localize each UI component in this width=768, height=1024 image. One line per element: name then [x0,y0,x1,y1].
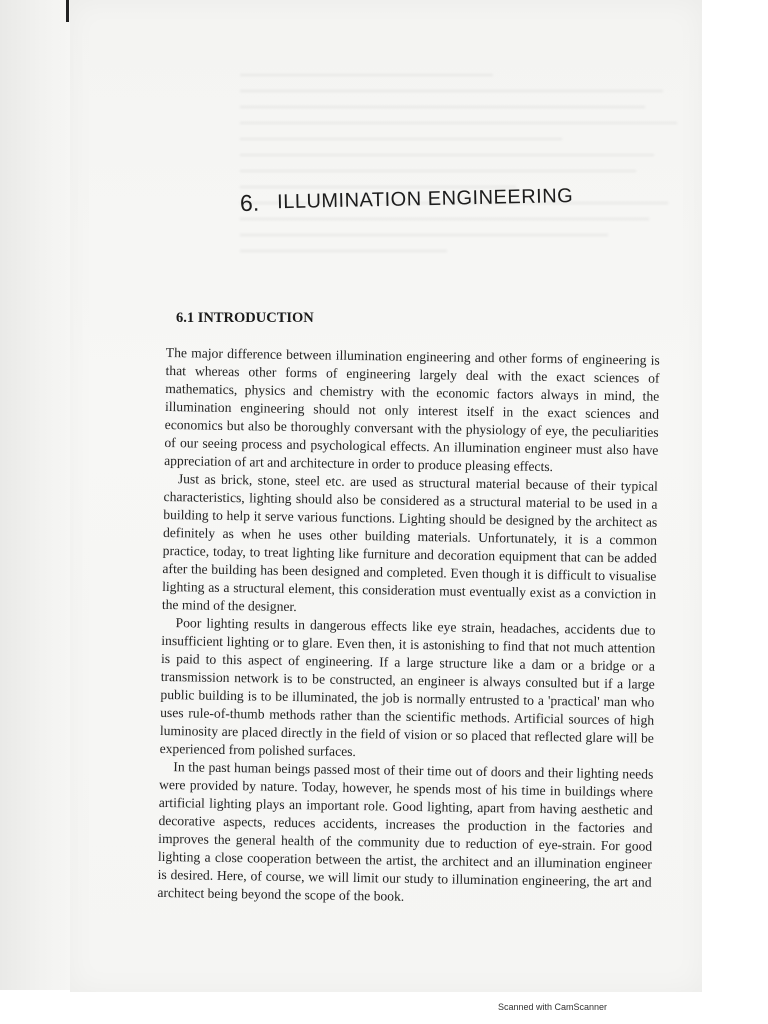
scan-background-edge [0,0,70,990]
scan-edge-mark [66,0,69,22]
paragraph-2: Just as brick, stone, steel etc. are used as structural material because of their typical characteristics, lighting should also be considered as a structural material to be used in a building to help it serve various functions. Lighting should be designed by the architect as definitely as when he uses other building materials. Unfortunately, it is a common practice, today, to treat lighting like furniture and decoration equipment that can be added after the building has been designed and completed. Even though it is difficult to visualise lighting as a structural element, this consideration must eventually exist as a conviction in the mind of the designer. [161,471,658,615]
section-heading: 6.1 INTRODUCTION [176,310,314,326]
paragraph-3: Poor lighting results in dangerous effects like eye strain, headaches, accidents due to insufficient lighting or to glare. Even then, it is astonishing to find that not much attention is paid to this aspect of engineering. If a large structure like a dam or a bridge or a transmission network is to be constructed, an engineer is always consulted but if a large public building is to be illuminated, the job is normally entrusted to a 'practical' man who uses rule-of-thumb methods rather than the scientific methods. Artificial sources of high luminosity are placed directly in the field of vision or so placed that reflected glare will be experienced from polished surfaces. [159,615,656,760]
chapter-number: 6. [239,189,260,216]
scanner-watermark: Scanned with CamScanner [498,1002,608,1012]
chapter-name: ILLUMINATION ENGINEERING [276,185,574,214]
body-text [156,344,660,972]
paragraph-4: In the past human beings passed most of their time out of doors and their lighting needs were provided by nature. Today, however, he spends most of his time in buildings where artificial lighting plays an important role. Good lighting, apart from having aesthetic and decorative aspects, reduces accidents, increases the production in the factories and improves the general health of the community due to reduction of eye-strain. For good lighting a close cooperation between the artist, the architect and an illumination engineer is desired. Here, of course, we will limit our study to illumination engineering, the art and architect being beyond the scope of the book. [157,759,654,904]
paragraph-1: The major difference between illumination engineering and other forms of engineering is that whereas other forms of engineering largely deal with the exact sciences of mathematics, physics and chemistry with the economic factors always in mind, the illumination engineering should not only interest itself in the exact sciences and economics but also be thoroughly conversant with the physiology of eye, the peculiarities of our seeing process and psychological effects. An illumination engineer must also have appreciation of art and architecture in order to produce pleasing effects. [164,344,660,475]
